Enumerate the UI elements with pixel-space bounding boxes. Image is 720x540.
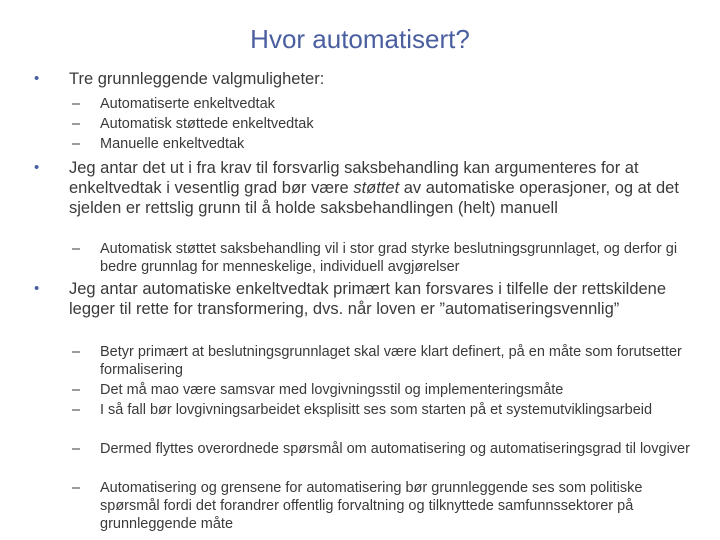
sub-bullet-1-2 [72, 115, 700, 133]
sub-bullet-3-3 [72, 401, 700, 419]
sub-bullet-text: Betyr primært at beslutningsgrunnlaget skal være klart definert, på en måte som forutsetter formalisering [100, 344, 682, 378]
sub-bullet-marker: – [72, 344, 81, 360]
sub-bullet-text: Automatisk støttet saksbehandling vil i stor grad styrke beslutningsgrunnlaget, og derfor gi bedre grunnlag for menneskelige, individuell avgjørelser [100, 241, 678, 275]
bullet-marker: • [34, 280, 40, 297]
sub-bullet-3-2 [72, 381, 700, 399]
sub-bullet-marker: – [72, 116, 81, 132]
sub-bullet-3-1 [72, 343, 700, 379]
bullet-marker: • [34, 70, 40, 87]
sub-bullet-text: Det må mao være samsvar med lovgivningsstil og implementeringsmåte [100, 382, 564, 398]
bullet-2 [34, 158, 694, 218]
sub-bullet-text: Automatiserte enkeltvedtak [100, 96, 275, 112]
sub-bullet-1-3 [72, 135, 700, 153]
bullet-1 [34, 69, 694, 89]
bullet-marker: • [34, 159, 40, 176]
sub-bullet-1-1 [72, 95, 700, 113]
bullet-2-emphasis: støttet [353, 179, 400, 197]
sub-bullet-text: Manuelle enkeltvedtak [100, 136, 245, 152]
bullet-2-text-part: Jeg antar det ut i fra krav til forsvarlig saksbehandling kan argumenteres for at enkeltvedtak i vesentlig grad bør være [69, 159, 639, 197]
sub-bullet-3-5 [72, 479, 700, 533]
bullet-2-text-part: av automatiske operasjoner, og at det sjelden er rettslig grunn til å holde saksbehandlingen (helt) manuell [69, 179, 679, 217]
bullet-1-text: Tre grunnleggende valgmuligheter: [69, 70, 325, 88]
bullet-3-text: Jeg antar automatiske enkeltvedtak primært kan forsvares i tilfelle der rettskildene legger til rette for transformering, dvs. når loven er ”automatiseringsvennlig” [69, 280, 667, 318]
sub-bullet-3-4 [72, 440, 700, 458]
sub-bullet-marker: – [72, 96, 81, 112]
sub-bullet-marker: – [72, 382, 81, 398]
sub-bullet-text: Dermed flyttes overordnede spørsmål om automatisering og automatiseringsgrad til lovgiver [100, 441, 690, 457]
sub-bullet-marker: – [72, 441, 81, 457]
sub-bullet-2-1 [72, 240, 700, 276]
sub-bullet-marker: – [72, 480, 81, 496]
slide-title: Hvor automatisert? [250, 24, 470, 54]
sub-bullet-text: Automatisering og grensene for automatisering bør grunnleggende ses som politiske spørsmål fordi det forandrer offentlig forvaltning og tilknyttede samfunnssektorer på grunnleggende måte [100, 480, 643, 532]
sub-bullet-marker: – [72, 136, 81, 152]
sub-bullet-text: Automatisk støttede enkeltvedtak [100, 116, 314, 132]
sub-bullet-text: I så fall bør lovgivningsarbeidet eksplisitt ses som starten på et systemutviklingsarbeid [100, 402, 653, 418]
sub-bullet-marker: – [72, 241, 81, 257]
sub-bullet-marker: – [72, 402, 81, 418]
bullet-2-text [69, 158, 694, 218]
bullet-3 [34, 279, 694, 319]
